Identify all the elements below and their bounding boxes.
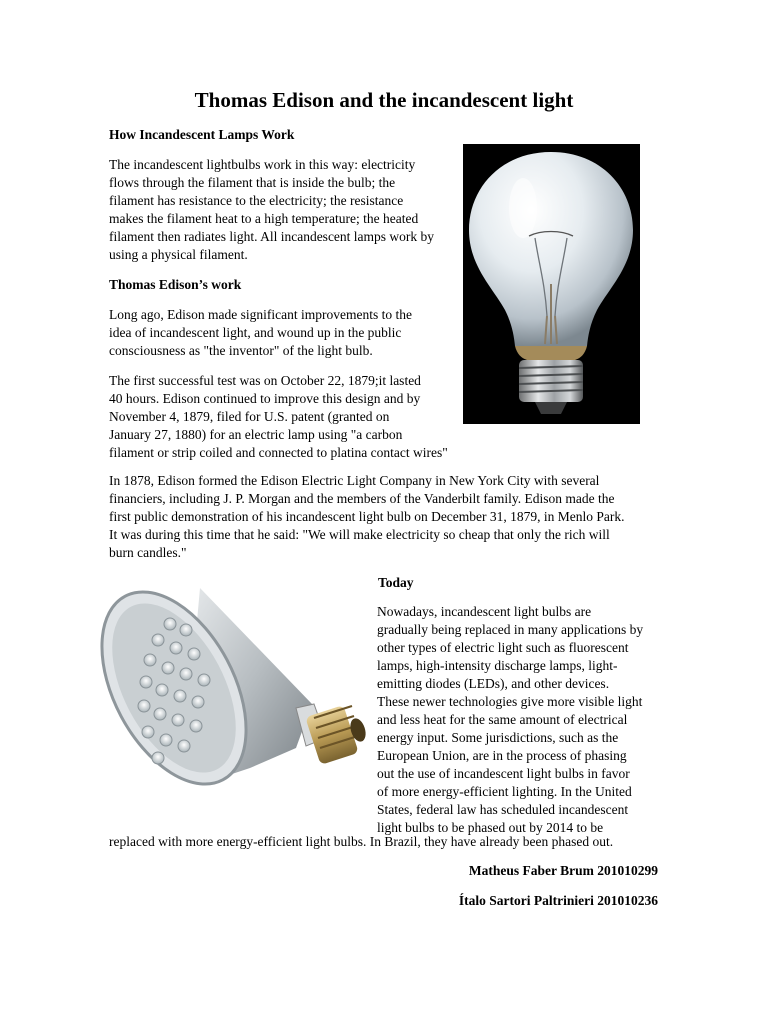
text-line: consciousness as "the inventor" of the light bulb. (109, 343, 373, 358)
text-line: January 27, 1880) for an electric lamp using "a carbon (109, 427, 403, 442)
heading-today: Today (378, 575, 414, 590)
text-line: November 4, 1879, filed for U.S. patent (granted on (109, 409, 390, 424)
text-line: The incandescent lightbulbs work in this way: electricity (109, 157, 416, 172)
text-line: States, federal law has scheduled incandescent (377, 802, 629, 817)
text-line: replaced with more energy-efficient light bulbs. In Brazil, they have already been phased out. (109, 834, 614, 849)
incandescent-bulb-photo (463, 144, 640, 424)
text-line: flows through the filament that is inside the bulb; the (109, 175, 396, 190)
text-line: It was during this time that he said: "We will make electricity so cheap that only the rich will (109, 527, 610, 542)
text-line: These newer technologies give more visible light (377, 694, 643, 709)
text-line: other types of electric light such as fluorescent (377, 640, 629, 655)
text-line: burn candles." (109, 545, 187, 560)
text-line: idea of incandescent light, and wound up in the public (109, 325, 402, 340)
text-line: and less heat for the same amount of electrical (377, 712, 628, 727)
text-line: makes the filament heat to a high temperature; the heated (109, 211, 419, 226)
paragraph-edison-work-2 (109, 372, 448, 462)
text-line: European Union, are in the process of phasing (377, 748, 627, 763)
text-line: filament has resistance to the electricity; the resistance (109, 193, 404, 208)
text-line: energy input. Some jurisdictions, such as the (377, 730, 619, 745)
heading-edison-work: Thomas Edison’s work (109, 277, 242, 292)
author-1: Matheus Faber Brum 201010299 (468, 863, 658, 878)
text-line: first public demonstration of his incandescent light bulb on December 31, 1879, in Menlo Park. (109, 509, 625, 524)
text-line: using a physical filament. (109, 247, 248, 262)
text-line: financiers, including J. P. Morgan and the members of the Vanderbilt family. Edison made the (109, 491, 615, 506)
text-line: emitting diodes (LEDs), and other devices. (377, 676, 610, 691)
text-line: Nowadays, incandescent light bulbs are (377, 604, 592, 619)
text-line: lamps, high-intensity discharge lamps, light- (377, 658, 618, 673)
text-line: filament or strip coiled and connected to platina contact wires" (109, 445, 448, 460)
heading-how-lamps-work: How Incandescent Lamps Work (109, 127, 295, 142)
document-title: Thomas Edison and the incandescent light (194, 88, 574, 112)
text-line: The first successful test was on October 22, 1879;it lasted (109, 373, 421, 388)
text-line: of more energy-efficient lighting. In the United (377, 784, 632, 799)
paragraph-how-lamps-work (109, 156, 434, 264)
text-line: filament then radiates light. All incandescent lamps work by (109, 229, 435, 244)
led-bulb-photo (100, 568, 370, 812)
text-line: Long ago, Edison made significant improvements to the (109, 307, 412, 322)
text-line: gradually being replaced in many applications by (377, 622, 644, 637)
author-2: Ítalo Sartori Paltrinieri 201010236 (458, 893, 658, 908)
paragraph-today-last-line (109, 833, 613, 851)
paragraph-today (377, 603, 643, 837)
text-line: 40 hours. Edison continued to improve this design and by (109, 391, 421, 406)
text-line: out the use of incandescent light bulbs in favor (377, 766, 630, 781)
paragraph-edison-work-1 (109, 306, 412, 360)
text-line: In 1878, Edison formed the Edison Electric Light Company in New York City with several (109, 473, 600, 488)
paragraph-edison-company (109, 472, 625, 562)
text-line: light bulbs to be phased out by 2014 to be (377, 820, 604, 835)
